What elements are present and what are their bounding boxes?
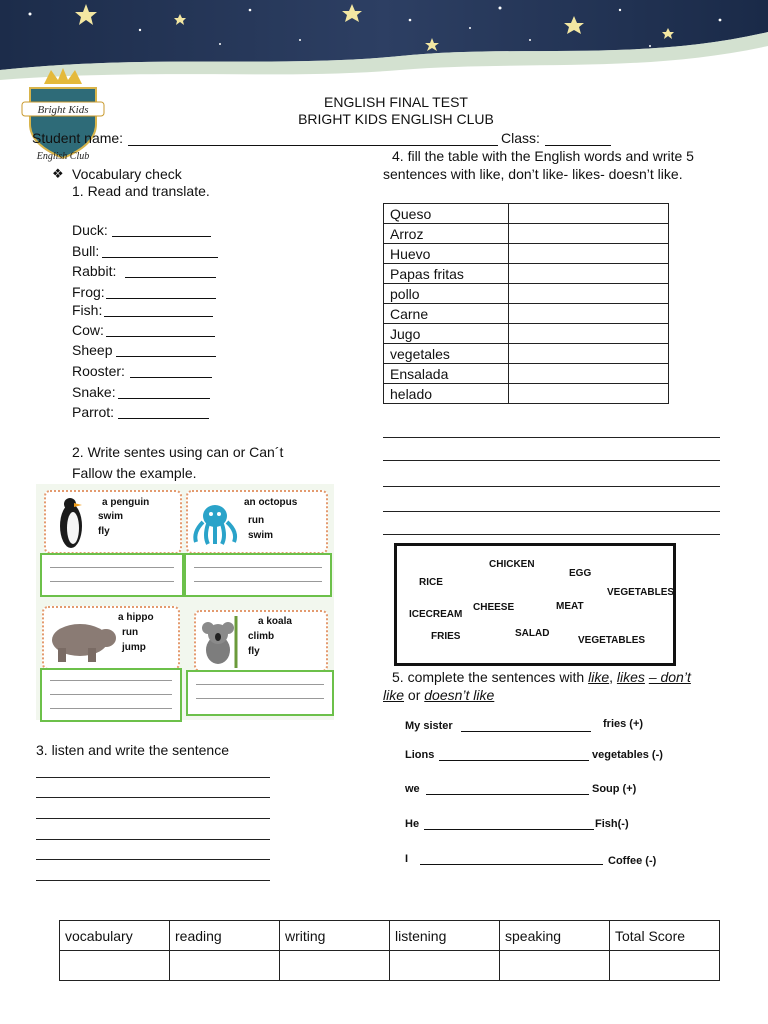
vocab-word: Duck: [72, 222, 108, 238]
card4-verb2: fly [248, 646, 260, 657]
card1-animal: a penguin [102, 497, 150, 508]
score-cell-total[interactable] [610, 951, 720, 981]
sentence-4-start: He [405, 818, 420, 830]
sentence-1-blank[interactable] [461, 731, 591, 732]
answer-box-4[interactable] [186, 670, 334, 716]
word-likes: likes [616, 669, 645, 685]
bright-kids-logo [18, 66, 108, 162]
card3-animal: a hippo [118, 612, 154, 623]
word-like-2: like [383, 687, 405, 703]
score-cell-listening[interactable] [390, 951, 500, 981]
vocab-answer-line[interactable] [116, 356, 216, 357]
sentence-1-start: My sister [405, 720, 453, 732]
sentence-3-start: we [405, 783, 420, 795]
sentence-2-end: vegetables (-) [592, 749, 663, 761]
card-hippo [42, 606, 180, 670]
food-english-answer[interactable] [509, 224, 669, 244]
table-row [384, 264, 669, 284]
score-cell-reading[interactable] [170, 951, 280, 981]
table-row [384, 344, 669, 364]
sentence-3-end: Soup (+) [592, 783, 637, 795]
card1-verb1: swim [98, 511, 124, 522]
sentence-line-1[interactable] [383, 437, 720, 438]
card-koala [194, 610, 328, 672]
card3-verb2: jump [122, 642, 146, 653]
word-or: or [404, 687, 425, 703]
word-rice: RICE [419, 577, 443, 588]
score-header: Total Score [610, 921, 720, 951]
card2-animal: an octopus [244, 497, 298, 508]
section5-prefix: 5. complete the sentences with [392, 669, 589, 685]
octopus-icon [188, 502, 242, 546]
vocab-answer-line[interactable] [104, 316, 213, 317]
food-spanish: Ensalada [384, 364, 509, 384]
vocab-word: Rabbit: [72, 263, 117, 279]
score-cell-writing[interactable] [280, 951, 390, 981]
food-spanish: Papas fritas [384, 264, 509, 284]
diamond-bullet-icon: ❖ [52, 166, 64, 181]
food-english-answer[interactable] [509, 264, 669, 284]
score-cell-vocabulary[interactable] [60, 951, 170, 981]
food-english-answer[interactable] [509, 384, 669, 404]
sentence-line-4[interactable] [383, 511, 720, 512]
sentence-2-blank[interactable] [439, 760, 589, 761]
food-table [383, 203, 669, 404]
vocab-task: 1. Read and translate. [72, 183, 210, 199]
listen-line-2[interactable] [36, 797, 270, 798]
table-row [384, 244, 669, 264]
test-title: ENGLISH FINAL TEST [324, 94, 468, 110]
listen-line-6[interactable] [36, 880, 270, 881]
section2-title: 2. Write sentes using can or Can´t [72, 444, 284, 460]
sentence-1-end: fries (+) [603, 718, 644, 730]
food-spanish: Carne [384, 304, 509, 324]
card2-verb2: swim [248, 530, 274, 541]
score-header: listening [390, 921, 500, 951]
vocab-answer-line[interactable] [118, 398, 210, 399]
food-spanish: Huevo [384, 244, 509, 264]
table-row [384, 324, 669, 344]
table-row [384, 364, 669, 384]
table-row [384, 224, 669, 244]
student-name-label: Student name: [32, 130, 124, 146]
table-row [384, 304, 669, 324]
vocab-answer-line[interactable] [102, 257, 218, 258]
food-spanish: Arroz [384, 224, 509, 244]
score-cell-speaking[interactable] [500, 951, 610, 981]
word-meat: MEAT [556, 601, 584, 612]
vocab-word: Bull: [72, 243, 100, 259]
word-vegetables-1: VEGETABLES [607, 587, 675, 598]
food-english-answer[interactable] [509, 244, 669, 264]
word-chicken: CHICKEN [489, 559, 535, 570]
logo-text-2: English Club [36, 151, 90, 162]
food-spanish: pollo [384, 284, 509, 304]
food-word-box [394, 543, 676, 666]
koala-icon [198, 616, 244, 668]
food-english-answer[interactable] [509, 364, 669, 384]
food-english-answer[interactable] [509, 304, 669, 324]
class-field[interactable] [545, 131, 611, 146]
food-english-answer[interactable] [509, 204, 669, 224]
sentence-line-5[interactable] [383, 534, 720, 535]
sentence-5-end: Coffee (-) [608, 855, 657, 867]
answer-box-2[interactable] [184, 553, 332, 597]
table-row [384, 204, 669, 224]
food-spanish: Queso [384, 204, 509, 224]
score-header: vocabulary [60, 921, 170, 951]
vocab-word: Snake: [72, 384, 116, 400]
food-english-answer[interactable] [509, 344, 669, 364]
sentence-2-start: Lions [405, 749, 435, 761]
sentence-4-end: Fish(-) [595, 818, 629, 830]
sentence-line-3[interactable] [383, 486, 720, 487]
answer-box-3[interactable] [40, 668, 182, 722]
card-octopus [186, 490, 328, 554]
vocab-word: Parrot: [72, 404, 115, 420]
score-table [59, 920, 720, 981]
food-spanish: helado [384, 384, 509, 404]
listen-line-3[interactable] [36, 818, 270, 819]
word-fries: FRIES [431, 631, 461, 642]
vocab-word: Cow: [72, 322, 104, 338]
sentence-4-blank[interactable] [424, 829, 594, 830]
vocab-word: Frog: [72, 284, 105, 300]
hippo-icon [48, 616, 118, 664]
vocab-answer-line[interactable] [118, 418, 209, 419]
word-icecream: ICECREAM [409, 609, 463, 620]
card-penguin [44, 490, 182, 554]
word-dont: – don’t [648, 669, 691, 685]
vocab-word: Fish: [72, 302, 103, 318]
word-doesnt-like: doesn’t like [424, 687, 495, 703]
section4-title-2: sentences with like, don’t like- likes- doesn’t like. [383, 166, 683, 182]
night-sky-banner [0, 0, 768, 82]
score-header: writing [280, 921, 390, 951]
card3-verb1: run [122, 627, 139, 638]
penguin-icon [56, 494, 86, 550]
table-row [384, 284, 669, 304]
vocab-answer-line[interactable] [106, 298, 216, 299]
logo-text-1: Bright Kids [37, 104, 89, 116]
food-english-answer[interactable] [509, 284, 669, 304]
vocab-answer-line[interactable] [106, 336, 215, 337]
table-row [384, 384, 669, 404]
section4-title-1: 4. fill the table with the English words and write 5 [392, 148, 694, 164]
listen-line-1[interactable] [36, 777, 270, 778]
word-salad: SALAD [515, 628, 550, 639]
class-label: Class: [501, 130, 540, 146]
word-like: like [588, 669, 610, 685]
food-spanish: Jugo [384, 324, 509, 344]
vocab-answer-line[interactable] [125, 277, 216, 278]
food-english-answer[interactable] [509, 324, 669, 344]
card2-verb1: run [248, 515, 265, 526]
food-spanish: vegetales [384, 344, 509, 364]
section3-title: 3. listen and write the sentence [36, 742, 230, 758]
answer-box-1[interactable] [40, 553, 184, 597]
club-name: BRIGHT KIDS ENGLISH CLUB [298, 111, 494, 127]
student-name-field[interactable] [128, 131, 498, 146]
card4-verb1: climb [248, 631, 275, 642]
card4-animal: a koala [258, 616, 292, 627]
vocab-heading: Vocabulary check [72, 166, 182, 182]
sentence-line-2[interactable] [383, 460, 720, 461]
word-cheese: CHEESE [473, 602, 515, 613]
sentence-5-start: I [405, 853, 409, 865]
score-header: reading [170, 921, 280, 951]
vocab-word: Sheep [72, 342, 113, 358]
word-vegetables-2: VEGETABLES [578, 635, 646, 646]
vocab-word: Rooster: [72, 363, 125, 379]
vocab-answer-line[interactable] [130, 377, 212, 378]
sentence-5-blank[interactable] [420, 864, 603, 865]
sentence-3-blank[interactable] [426, 794, 589, 795]
card1-verb2: fly [98, 526, 110, 537]
listen-line-4[interactable] [36, 839, 270, 840]
section5-title-1: 5. complete the sentences with like, likes – don’t [392, 669, 691, 685]
score-header: speaking [500, 921, 610, 951]
section5-title-2 [383, 687, 494, 703]
section2-subtitle: Fallow the example. [72, 465, 197, 481]
word-egg: EGG [569, 568, 592, 579]
vocab-answer-line[interactable] [112, 236, 211, 237]
listen-line-5[interactable] [36, 859, 270, 860]
